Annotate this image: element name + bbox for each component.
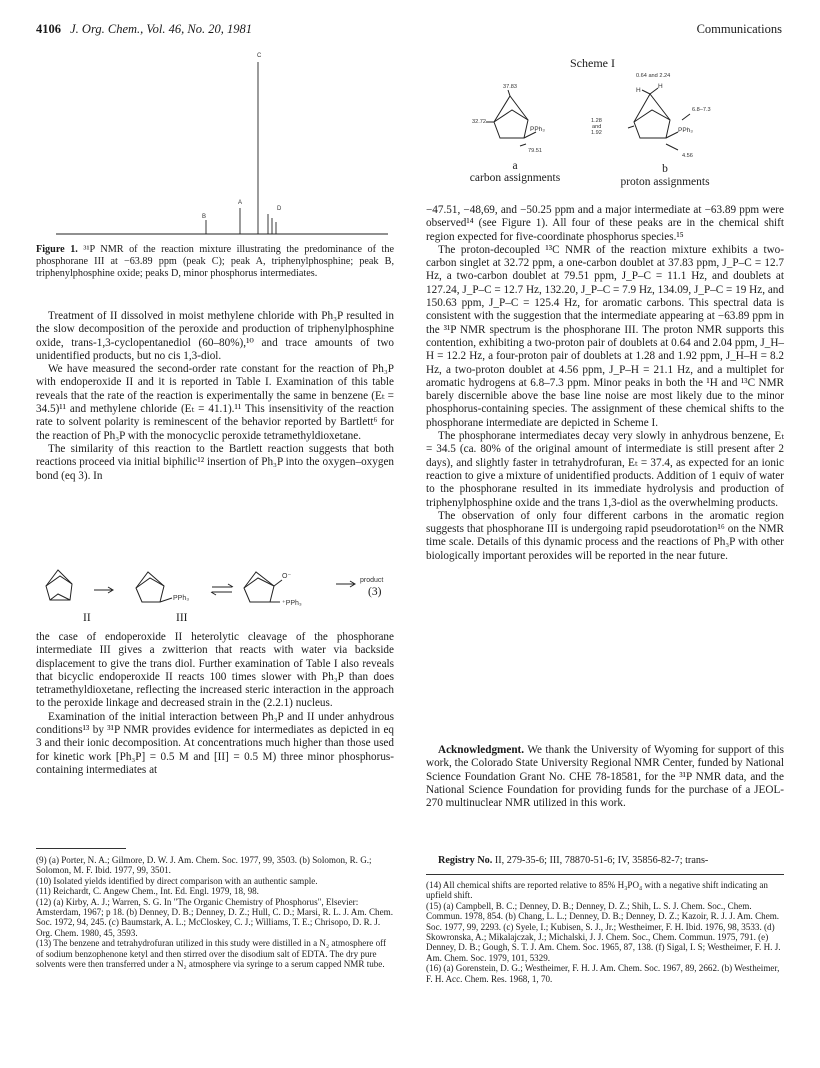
structure-b-h-left: H xyxy=(636,87,641,94)
footnote: (15) (a) Campbell, B. C.; Denney, D. B.; Denney, D. Z.; Shih, L. S. J. Chem. Soc., Chem. Commun. 1978, 854. (b) Chang, L. L.; Denney, D. B.; Denney, D. Z.; Kazoir, R. J. J. Am. Chem. Soc. 1977, 99, 2293. (c) Syele, I.; Kubisen, S. J., Jr.; Westheimer, F. H. Ibid. 1976, 98, 3533. (d) Skowronska, A.; Mikalajczak, J.; Michalski, J. J. Chem. Soc., Chem. Commun. 1975, 791. (e) Denney, D. B.; Gough, S. T. J. Am. Chem. Soc. 1965, 87, 138. (f) Sigal, I. S; Westheimer, F. H. J. Am. Chem. Soc. 1979, 101, 5329. xyxy=(426,900,781,963)
zwitterion-pph3: ⁺PPh₃ xyxy=(282,600,302,607)
footnote: (9) (a) Porter, N. A.; Gilmore, D. W. J. Am. Chem. Soc. 1977, 99, 3503. (b) Solomon, R. G.; Solomon, M. F. Ibid. 1977, 99, 3501. xyxy=(36,855,372,876)
journal-citation: J. Org. Chem., Vol. 46, No. 20, 1981 xyxy=(70,22,252,36)
footnote-rule-left xyxy=(36,848,126,849)
structure-ii-peroxide xyxy=(50,594,70,600)
registry xyxy=(426,854,784,867)
scheme-title: Scheme I xyxy=(570,56,615,70)
footnote: (11) Reichardt, C. Angew Chem., Int. Ed. Engl. 1979, 18, 98. xyxy=(36,886,259,897)
peak-label-d: D xyxy=(277,206,282,212)
acknowledgment-text: We thank the University of Wyoming for support of this work, the Colorado State University Regional NMR Center, funded by National Science Foundation Grant No. CHE 78-18581, for the ³¹P NMR data, and the National Science Foundation for providing funds for the purchase of a JEOL-270 multinuclear NMR utilized in this work. xyxy=(426,744,784,810)
equation-number: (3) xyxy=(368,586,382,598)
peak-label-c: C xyxy=(257,53,262,59)
shift-b-4-56: 4.56 xyxy=(682,153,693,159)
page-number: 4106 xyxy=(36,22,61,36)
scheme-a-caption: carbon assignments xyxy=(469,172,561,184)
paragraph: Examination of the initial interaction between Ph₃P and II under anhydrous conditions¹³ by ³¹P NMR provides evidence for intermediates as depicted in eq 3 and their ionic decomposition. At concentrations much higher than those used for kinetic work [Ph₃P] = 0.5 M and [II] = 0.5 M) three minor phosphorus-containing intermediates at xyxy=(36,710,394,776)
shift-a-37-83: 37.83 xyxy=(503,84,517,90)
left-body-1 xyxy=(36,310,394,483)
structure-b-pph3: PPh₃ xyxy=(678,127,693,134)
figure-caption-text: ³¹P NMR of the reaction mixture illustrating the predominance of the phosphorane III at −63.89 ppm (peak C); peak A, triphenylphosphine; peak B, triphenylphosphine oxide; peaks D, minor phosphorus intermediates. xyxy=(36,244,394,279)
nmr-spectrum xyxy=(36,48,396,242)
acknowledgment-label: Acknowledgment. xyxy=(438,744,525,756)
paragraph: The phosphorane intermediates decay very slowly in anhydrous benzene, Eₜ = 34.5 (ca. 80% of the original amount of intermediate is still present after 2 days), and slightly faster in tetrahydrofuran, Eₜ = 37.4, as expected for an ionic reaction to give a mixture of unidentified products. Addition of 1 equiv of water to the phosphorane resulted in its immediate hydrolysis and production of triphenylphosphine oxide and the trans 1,3-diol as the overwhelming products. xyxy=(426,430,784,509)
peak-label-b: B xyxy=(202,214,207,220)
paragraph: the case of endoperoxide II heterolytic cleavage of the phosphorane intermediate III gives a zwitterion that reacts with water via backside displacement to give the trans diol. Further examination of Table I also reveals that bicyclic endoperoxide II reacts 100 times slower with Ph₃P than does tetramethyldioxetane, reflecting the increased steric interaction in the approach to the peroxide linkage and decreased strain in the (2.2.1) nucleus. xyxy=(36,631,394,710)
figure-1-caption xyxy=(36,244,394,279)
shift-b-1-28: 1.28 xyxy=(591,118,602,124)
shift-a-79-51: 79.51 xyxy=(528,148,542,154)
structure-iii-pph3: PPh₃ xyxy=(173,595,190,602)
scheme-b-letter: b xyxy=(662,163,668,175)
footnote: (16) (a) Gorenstein, D. G.; Westheimer, F. H. J. Am. Chem. Soc. 1967, 89, 2662. (b) Westheimer, F. H. Acc. Chem. Res. 1968, 1, 70. xyxy=(426,963,780,984)
paragraph: The proton-decoupled ¹³C NMR of the reaction mixture exhibits a two-carbon singlet at 32.72 ppm, a one-carbon doublet at 37.83 ppm, J_P–C = 12.7 Hz, a two-carbon doublet at 79.51 ppm, J_P–C = 11.1 Hz, and doublets at 127.24, J_P–C = 12.7 Hz, 132.20, J_P–C = 7.9 Hz, 134.09, J_P–C = 19 Hz, and 150.63 ppm, J_P–C = 125.4 Hz, for aromatic carbons. This spectral data is consistent with the suggestion that the intermediate appearing at −63.89 ppm in the ³¹P NMR spectrum is the phosphorane III. The proton NMR supports this contention, exhibiting a two-proton pair of doublets at 0.64 and 2.04 ppm, J_H–H = 12.2 Hz, a four-proton pair of doublets at 1.28 and 1.92 ppm, J_H–H = 8.2 Hz, a two-proton doublet at 4.56 ppm, J_P–H = 21.1 Hz, and a multiplet for aromatic hydrogens at 6.8–7.3 ppm. Minor peaks in both the ¹H and ¹³C NMR barely discernible above the base line noise are most likely due to the minor phosphorus-containing species. The assignment of these chemical shifts to the phosphorane intermediate are depicted in Scheme I. xyxy=(426,243,784,429)
scheme-a-letter: a xyxy=(512,160,518,172)
zwitterion-bridge xyxy=(244,572,274,588)
paragraph: −47.51, −48,69, and −50.25 ppm and a major intermediate at −63.89 ppm were observed¹⁴ (see Figure 1). All four of these peaks are in the chemical shift region expected for five-coordinate phosphorus species.¹⁵ xyxy=(426,204,784,243)
peak-label-a: A xyxy=(238,200,243,206)
shift-b-0-64: 0.64 and 2.24 xyxy=(636,73,671,79)
shift-a-32-72: 32.72 xyxy=(472,119,486,125)
structure-iii-o-p xyxy=(160,598,172,602)
registry-label: Registry No. xyxy=(438,855,493,866)
paragraph: The observation of only four different carbons in the aromatic region suggests that phosphorane III is undergoing rapid pseudorotation¹⁶ on the NMR time scale. Details of this dynamic process and the reactions of Ph₃P with other biologically important peroxides will be reported in the near future. xyxy=(426,509,784,562)
paragraph: Treatment of II dissolved in moist methylene chloride with Ph₃P resulted in the slow decomposition of the peroxide and production of triphenylphosphine oxide, trans-1,3-cyclopentanediol (60–80%),¹⁰ and trace amounts of two unidentified products, but no cis 1,3-diol. xyxy=(36,310,394,362)
footnote: (12) (a) Kirby, A. J.; Warren, S. G. In "The Organic Chemistry of Phosphorus", Elsevier: Amsterdam, 1967; p 18. (b) Denney, D. B.; Denney, D. Z.; Hull, C. D.; Marsi, R. L. J. Am. Chem. Soc. 1972, 94, 245. (c) Baumstark, A. L.; McCloskey, C. J.; Williams, T. E.; Chrisopo, D. R. J. Org. Chem. 1980, 45, 3593. xyxy=(36,896,393,938)
figure-label: Figure 1. xyxy=(36,244,78,255)
structure-b-h-right: H xyxy=(658,83,663,90)
shift-b-and: and xyxy=(592,124,602,130)
registry-text: II, 279-35-6; III, 78870-51-6; IV, 35856-82-7; trans- xyxy=(494,855,709,866)
paragraph: The similarity of this reaction to the Bartlett reaction suggests that both reactions proceed via initial biphilic¹² insertion of Ph₃P into the oxygen–oxygen bond (eq 3). In xyxy=(36,442,394,482)
scheme-structure-b xyxy=(618,80,728,160)
footnote: (10) Isolated yields identified by direct comparison with an authentic sample. xyxy=(36,875,318,886)
footnote: (13) The benzene and tetrahydrofuran utilized in this study were distilled in a N₂ atmosphere off of sodium benzophenone ketyl and then stirred over the disodium salt of EDTA. The dry pure solvents were then transferred under a N₂ atmosphere via syringe to a serum capped NMR tube. xyxy=(36,938,387,970)
paragraph: We have measured the second-order rate constant for the reaction of Ph₃P with endoperoxide II and it is reported in Table I. Examination of this table reveals that the rate of the reaction is experimentally the same in benzene (Eₜ = 34.5)¹¹ and methylene chloride (Eₜ = 41.1).¹¹ This insensitivity of the reaction rate to solvent polarity is reminescent of the behavior reported by Bartlett⁶ for the reaction of Ph₃P with the monocyclic peroxide tetramethyldioxetane. xyxy=(36,363,394,442)
right-body xyxy=(426,204,784,563)
section-name: Communications xyxy=(696,22,782,36)
shift-b-1-92: 1.92 xyxy=(591,130,602,136)
footnote: (14) All chemical shifts are reported relative to 85% H₃PO₄ with a negative shift indicating an upfield shift. xyxy=(426,880,768,901)
structure-a-pph3: PPh₃ xyxy=(530,126,545,133)
left-body-2 xyxy=(36,631,394,777)
right-footnotes xyxy=(426,880,784,984)
label-ii: II xyxy=(83,612,91,624)
left-footnotes xyxy=(36,855,394,969)
label-iii: III xyxy=(176,612,188,624)
equation-3-drawing xyxy=(36,560,396,620)
running-header xyxy=(36,22,252,37)
acknowledgment xyxy=(426,744,784,810)
scheme-structure-a xyxy=(480,88,570,158)
zwitterion-o-minus: O⁻ xyxy=(282,573,292,580)
equation-product: product xyxy=(360,577,384,584)
shift-b-6-8: 6.8–7.3 xyxy=(692,107,711,113)
footnote-rule-right xyxy=(426,874,784,875)
scheme-b-caption: proton assignments xyxy=(620,176,710,188)
